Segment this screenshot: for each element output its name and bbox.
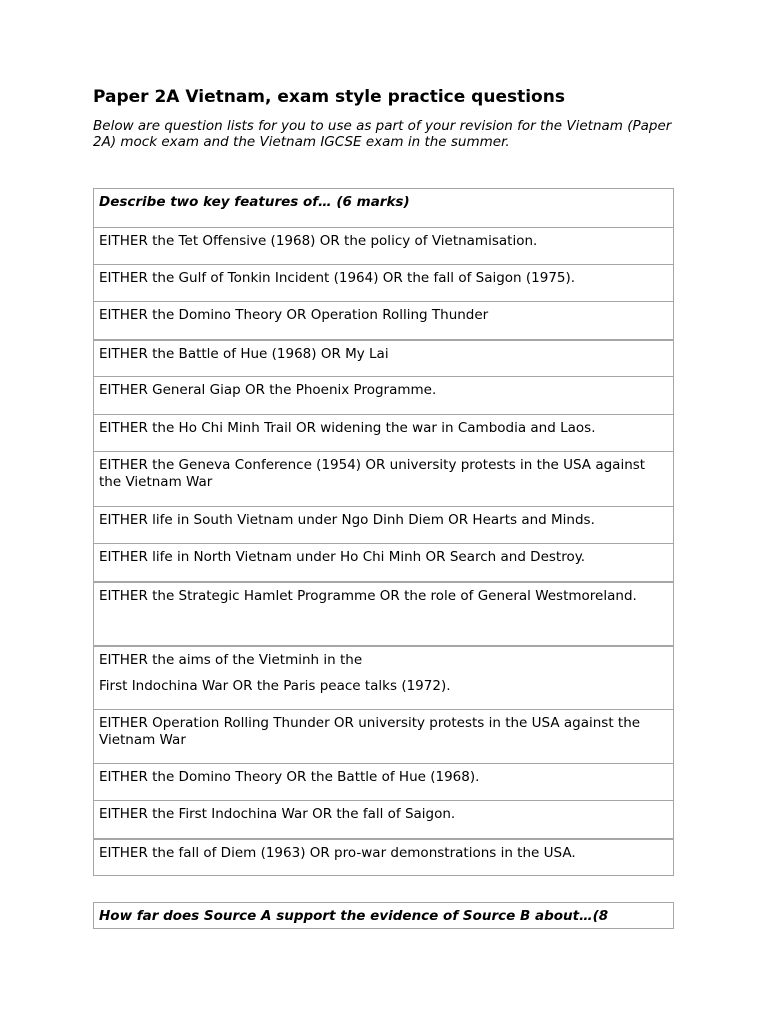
- intro-paragraph: Below are question lists for you to use as part of your revision for the Vietnam (Paper 2A) mock exam and the Vietnam IGCSE exam in the summer.: [93, 118, 672, 150]
- describe-questions-table: [93, 188, 674, 876]
- table-row: EITHER the Battle of Hue (1968) OR My Lai: [94, 339, 673, 376]
- table-row: EITHER General Giap OR the Phoenix Programme.: [94, 376, 673, 414]
- table-row: EITHER the Gulf of Tonkin Incident (1964) OR the fall of Saigon (1975).: [94, 264, 673, 301]
- table-row: EITHER the First Indochina War OR the fall of Saigon.: [94, 800, 673, 838]
- table-header: Describe two key features of… (6 marks): [99, 194, 410, 210]
- table-row: EITHER the Strategic Hamlet Programme OR the role of General Westmoreland.: [94, 581, 673, 645]
- table-row: EITHER life in North Vietnam under Ho Chi Minh OR Search and Destroy.: [94, 543, 673, 581]
- table-row: EITHER life in South Vietnam under Ngo Dinh Diem OR Hearts and Minds.: [94, 506, 673, 543]
- table-row: EITHER the Tet Offensive (1968) OR the policy of Vietnamisation.: [94, 227, 673, 264]
- table-row: EITHER Operation Rolling Thunder OR university protests in the USA against the Vietnam War: [94, 709, 673, 763]
- table-row: EITHER the fall of Diem (1963) OR pro-war demonstrations in the USA.: [94, 838, 673, 875]
- source-question-header: How far does Source A support the evidence of Source B about…(8: [93, 902, 674, 929]
- table-row: EITHER the Domino Theory OR the Battle of Hue (1968).: [94, 763, 673, 800]
- row-line-2: First Indochina War OR the Paris peace talks (1972).: [99, 678, 451, 694]
- table-row: EITHER the Domino Theory OR Operation Rolling Thunder: [94, 301, 673, 339]
- table-row: EITHER the Geneva Conference (1954) OR university protests in the USA against the Vietnam War: [94, 451, 673, 506]
- row-line-1: EITHER the aims of the Vietminh in the: [99, 652, 363, 668]
- table-row: EITHER the Ho Chi Minh Trail OR widening the war in Cambodia and Laos.: [94, 414, 673, 451]
- page-title: Paper 2A Vietnam, exam style practice questions: [93, 87, 565, 107]
- table-row: [94, 645, 673, 709]
